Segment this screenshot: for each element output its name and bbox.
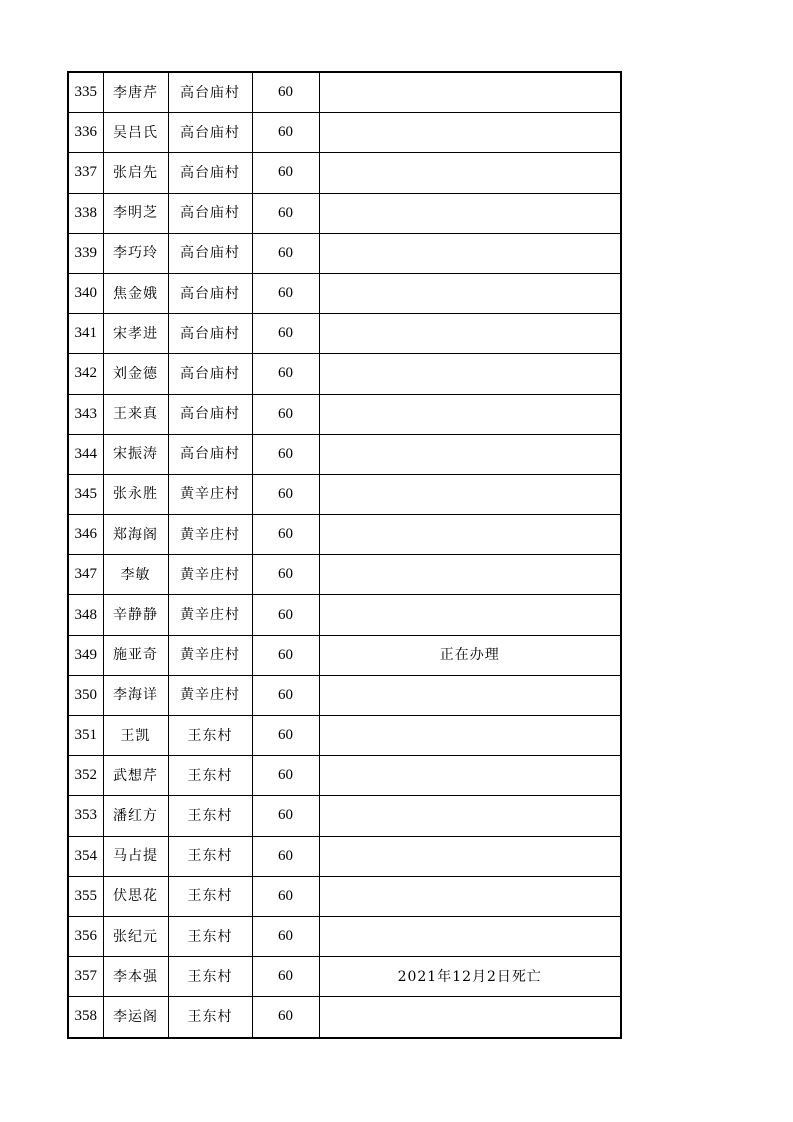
row-number: 335 <box>68 72 103 113</box>
remark-note: 正在办理 <box>319 635 621 675</box>
village-name: 王东村 <box>168 876 252 916</box>
table-row <box>68 354 621 394</box>
table-row <box>68 314 621 354</box>
person-name: 李海详 <box>103 675 168 715</box>
village-name: 高台庙村 <box>168 273 252 313</box>
person-name: 吴吕氏 <box>103 113 168 153</box>
amount-value: 60 <box>252 153 319 193</box>
remark-note <box>319 555 621 595</box>
remark-note <box>319 233 621 273</box>
village-name: 黄辛庄村 <box>168 474 252 514</box>
remark-note <box>319 876 621 916</box>
row-number: 346 <box>68 515 103 555</box>
row-number: 356 <box>68 916 103 956</box>
amount-value: 60 <box>252 716 319 756</box>
amount-value: 60 <box>252 354 319 394</box>
village-name: 高台庙村 <box>168 72 252 113</box>
village-name: 高台庙村 <box>168 314 252 354</box>
row-number: 358 <box>68 997 103 1038</box>
person-name: 李唐芹 <box>103 72 168 113</box>
table-row <box>68 394 621 434</box>
table-row <box>68 957 621 997</box>
row-number: 344 <box>68 434 103 474</box>
village-name: 高台庙村 <box>168 113 252 153</box>
village-name: 王东村 <box>168 997 252 1038</box>
remark-note <box>319 273 621 313</box>
remark-note <box>319 394 621 434</box>
person-name: 张永胜 <box>103 474 168 514</box>
amount-value: 60 <box>252 876 319 916</box>
row-number: 336 <box>68 113 103 153</box>
person-name: 李运阁 <box>103 997 168 1038</box>
table-row <box>68 193 621 233</box>
table-row <box>68 474 621 514</box>
village-name: 王东村 <box>168 957 252 997</box>
remark-note <box>319 153 621 193</box>
row-number: 347 <box>68 555 103 595</box>
row-number: 340 <box>68 273 103 313</box>
remark-note <box>319 515 621 555</box>
row-number: 338 <box>68 193 103 233</box>
table-row <box>68 113 621 153</box>
table-row <box>68 153 621 193</box>
amount-value: 60 <box>252 72 319 113</box>
remark-note <box>319 997 621 1038</box>
village-name: 高台庙村 <box>168 153 252 193</box>
person-name: 马占提 <box>103 836 168 876</box>
remark-note <box>319 916 621 956</box>
amount-value: 60 <box>252 555 319 595</box>
row-number: 341 <box>68 314 103 354</box>
person-name: 李明芝 <box>103 193 168 233</box>
person-name: 武想芹 <box>103 756 168 796</box>
village-name: 黄辛庄村 <box>168 635 252 675</box>
remark-note <box>319 474 621 514</box>
row-number: 345 <box>68 474 103 514</box>
remark-note <box>319 796 621 836</box>
table-row <box>68 434 621 474</box>
table-row <box>68 595 621 635</box>
roster-table <box>67 71 622 1039</box>
amount-value: 60 <box>252 314 319 354</box>
amount-value: 60 <box>252 193 319 233</box>
person-name: 王来真 <box>103 394 168 434</box>
village-name: 黄辛庄村 <box>168 595 252 635</box>
amount-value: 60 <box>252 916 319 956</box>
amount-value: 60 <box>252 595 319 635</box>
amount-value: 60 <box>252 635 319 675</box>
remark-note <box>319 756 621 796</box>
row-number: 355 <box>68 876 103 916</box>
table-row <box>68 72 621 113</box>
village-name: 王东村 <box>168 716 252 756</box>
village-name: 黄辛庄村 <box>168 555 252 595</box>
person-name: 伏思花 <box>103 876 168 916</box>
table-row <box>68 796 621 836</box>
person-name: 辛静静 <box>103 595 168 635</box>
remark-note: 2021年12月2日死亡 <box>319 957 621 997</box>
row-number: 354 <box>68 836 103 876</box>
amount-value: 60 <box>252 394 319 434</box>
person-name: 郑海阁 <box>103 515 168 555</box>
amount-value: 60 <box>252 474 319 514</box>
remark-note <box>319 836 621 876</box>
remark-note <box>319 434 621 474</box>
person-name: 李本强 <box>103 957 168 997</box>
row-number: 339 <box>68 233 103 273</box>
table-row <box>68 836 621 876</box>
amount-value: 60 <box>252 796 319 836</box>
remark-note <box>319 595 621 635</box>
table-row <box>68 876 621 916</box>
village-name: 黄辛庄村 <box>168 515 252 555</box>
remark-note <box>319 193 621 233</box>
amount-value: 60 <box>252 273 319 313</box>
table-row <box>68 716 621 756</box>
row-number: 337 <box>68 153 103 193</box>
village-name: 黄辛庄村 <box>168 675 252 715</box>
village-name: 高台庙村 <box>168 193 252 233</box>
amount-value: 60 <box>252 434 319 474</box>
row-number: 349 <box>68 635 103 675</box>
amount-value: 60 <box>252 233 319 273</box>
table-row <box>68 756 621 796</box>
person-name: 王凯 <box>103 716 168 756</box>
amount-value: 60 <box>252 836 319 876</box>
village-name: 高台庙村 <box>168 354 252 394</box>
village-name: 高台庙村 <box>168 434 252 474</box>
village-name: 王东村 <box>168 836 252 876</box>
table-row <box>68 515 621 555</box>
remark-note <box>319 354 621 394</box>
remark-note <box>319 113 621 153</box>
remark-note <box>319 675 621 715</box>
person-name: 张启先 <box>103 153 168 193</box>
person-name: 焦金娥 <box>103 273 168 313</box>
row-number: 342 <box>68 354 103 394</box>
row-number: 348 <box>68 595 103 635</box>
person-name: 宋孝进 <box>103 314 168 354</box>
remark-note <box>319 716 621 756</box>
row-number: 353 <box>68 796 103 836</box>
village-name: 高台庙村 <box>168 233 252 273</box>
row-number: 352 <box>68 756 103 796</box>
amount-value: 60 <box>252 997 319 1038</box>
village-name: 王东村 <box>168 756 252 796</box>
table-row <box>68 635 621 675</box>
person-name: 潘红方 <box>103 796 168 836</box>
village-name: 高台庙村 <box>168 394 252 434</box>
remark-note <box>319 314 621 354</box>
person-name: 张纪元 <box>103 916 168 956</box>
table-row <box>68 916 621 956</box>
amount-value: 60 <box>252 957 319 997</box>
table-row <box>68 233 621 273</box>
table-row <box>68 273 621 313</box>
table-row <box>68 997 621 1038</box>
person-name: 刘金德 <box>103 354 168 394</box>
row-number: 343 <box>68 394 103 434</box>
person-name: 施亚奇 <box>103 635 168 675</box>
amount-value: 60 <box>252 756 319 796</box>
row-number: 350 <box>68 675 103 715</box>
table-row <box>68 555 621 595</box>
amount-value: 60 <box>252 515 319 555</box>
remark-note <box>319 72 621 113</box>
roster-body <box>68 72 621 1038</box>
row-number: 351 <box>68 716 103 756</box>
amount-value: 60 <box>252 675 319 715</box>
row-number: 357 <box>68 957 103 997</box>
person-name: 李巧玲 <box>103 233 168 273</box>
village-name: 王东村 <box>168 796 252 836</box>
amount-value: 60 <box>252 113 319 153</box>
person-name: 宋振涛 <box>103 434 168 474</box>
person-name: 李敏 <box>103 555 168 595</box>
table-row <box>68 675 621 715</box>
village-name: 王东村 <box>168 916 252 956</box>
